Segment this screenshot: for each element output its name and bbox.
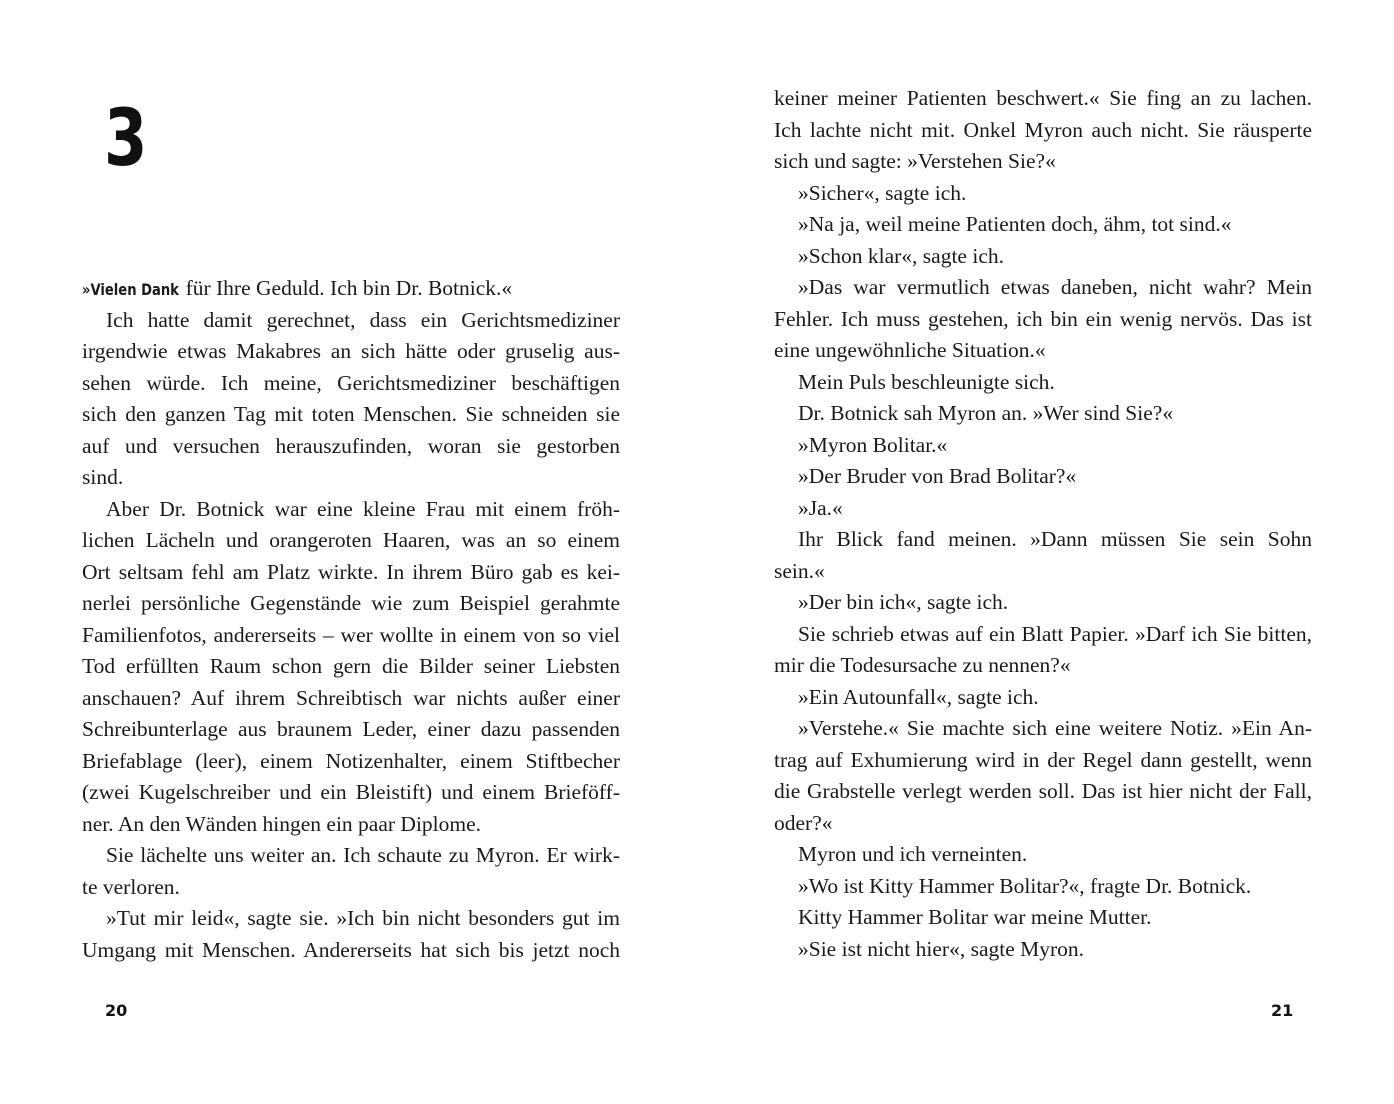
text-line: Ihr Blick fand meinen. »Dann müssen Sie sein Sohn xyxy=(798,527,1312,551)
text-line: »Myron Bolitar.« xyxy=(798,432,948,457)
text-line: Sie lächelte uns weiter an. Ich schaute zu Myron. Er wirk- xyxy=(106,843,620,867)
text-line: auf und versuchen herauszufinden, woran sie gestorben xyxy=(82,433,620,458)
text-line: Ich hatte damit gerechnet, dass ein Gerichtsmediziner xyxy=(106,307,620,332)
text-line: Mein Puls beschleunigte sich. xyxy=(798,369,1055,394)
text-line: ner. An den Wänden hingen ein paar Diplome. xyxy=(82,811,482,836)
text-line: irgendwie etwas Makabres an sich hätte oder gruselig aus- xyxy=(82,339,620,363)
text-line: die Grabstelle verlegt werden soll. Das ist hier nicht der Fall, xyxy=(774,779,1312,803)
text-line: »Wo ist Kitty Hammer Bolitar?«, fragte Dr. Botnick. xyxy=(798,873,1252,898)
text-line: Tod erfüllten Raum schon gern die Bilder seiner Liebsten xyxy=(82,654,620,678)
text-line: Dr. Botnick sah Myron an. »Wer sind Sie?« xyxy=(798,401,1174,425)
text-line: Kitty Hammer Bolitar war meine Mutter. xyxy=(798,905,1152,929)
text-line: nerlei persönliche Gegenstände wie zum Beispiel gerahmte xyxy=(82,591,620,615)
page-number-left: 20 xyxy=(105,1001,128,1020)
text-line: oder?« xyxy=(774,810,833,835)
text-line: »Verstehe.« Sie machte sich eine weitere Notiz. »Ein An- xyxy=(798,716,1312,740)
text-line: Ich lachte nicht mit. Onkel Myron auch nicht. Sie räusperte xyxy=(774,117,1312,142)
text-line xyxy=(82,273,620,305)
text-line: trag auf Exhumierung wird in der Regel dann gestellt, wenn xyxy=(774,747,1312,772)
text-line: »Sicher«, sagte ich. xyxy=(798,180,967,205)
text-line: Umgang mit Menschen. Andererseits hat sich bis jetzt noch xyxy=(82,937,620,962)
chapter-number: 3 xyxy=(104,94,146,184)
text-line: (zwei Kugelschreiber und ein Bleistift) und einem Brieföff- xyxy=(82,780,620,804)
text-line: »Tut mir leid«, sagte sie. »Ich bin nicht besonders gut im xyxy=(106,906,620,930)
text-line: sehen würde. Ich meine, Gerichtsmediziner beschäftigen xyxy=(82,370,620,395)
text-line: eine ungewöhnliche Situation.« xyxy=(774,338,1046,362)
text-line: Schreibunterlage aus braunem Leder, einer dazu passenden xyxy=(82,717,620,741)
text-line: Sie schrieb etwas auf ein Blatt Papier. »Darf ich Sie bitten, xyxy=(798,621,1312,646)
left-text-column xyxy=(82,273,620,966)
text-line: Fehler. Ich muss gestehen, ich bin ein wenig nervös. Das ist xyxy=(774,306,1312,331)
text-line: te verloren. xyxy=(82,874,180,899)
text-line: »Ja.« xyxy=(798,495,843,520)
right-page xyxy=(697,0,1394,1104)
text-line: »Der Bruder von Brad Bolitar?« xyxy=(798,464,1077,488)
text-line: sich und sagte: »Verstehen Sie?« xyxy=(774,149,1056,173)
text-line: sich den ganzen Tag mit toten Menschen. Sie schneiden sie xyxy=(82,402,620,426)
text-line: »Na ja, weil meine Patienten doch, ähm, tot sind.« xyxy=(798,212,1232,236)
text-line: Aber Dr. Botnick war eine kleine Frau mit einem fröh- xyxy=(106,496,620,521)
text-line: »Schon klar«, sagte ich. xyxy=(798,243,1004,268)
text-line: »Ein Autounfall«, sagte ich. xyxy=(798,684,1039,709)
page-number-right: 21 xyxy=(1271,1001,1294,1020)
text-line: lichen Lächeln und orangeroten Haaren, was an so einem xyxy=(82,528,620,552)
text-line: sind. xyxy=(82,465,124,489)
text-line: sein.« xyxy=(774,558,825,583)
run-in-heading: »Vielen Dank xyxy=(82,280,179,299)
text-line: »Der bin ich«, sagte ich. xyxy=(798,590,1009,614)
text-line: Ort seltsam fehl am Platz wirkte. In ihrem Büro gab es kei- xyxy=(82,559,620,584)
text-line: mir die Todesursache zu nennen?« xyxy=(774,653,1071,677)
right-text-column xyxy=(774,83,1312,965)
text-line: anschauen? Auf ihrem Schreibtisch war nichts außer einer xyxy=(82,685,620,710)
text-line: Familienfotos, andererseits – wer wollte in einem von so viel xyxy=(82,622,620,647)
text-line: Myron und ich verneinten. xyxy=(798,842,1028,866)
text-line: keiner meiner Patienten beschwert.« Sie fing an zu lachen. xyxy=(774,86,1312,110)
line-text: für Ihre Geduld. Ich bin Dr. Botnick.« xyxy=(180,276,513,300)
text-line: »Das war vermutlich etwas daneben, nicht wahr? Mein xyxy=(798,275,1312,299)
text-line: »Sie ist nicht hier«, sagte Myron. xyxy=(798,936,1085,961)
text-line: Briefablage (leer), einem Notizenhalter, einem Stiftbecher xyxy=(82,748,620,773)
